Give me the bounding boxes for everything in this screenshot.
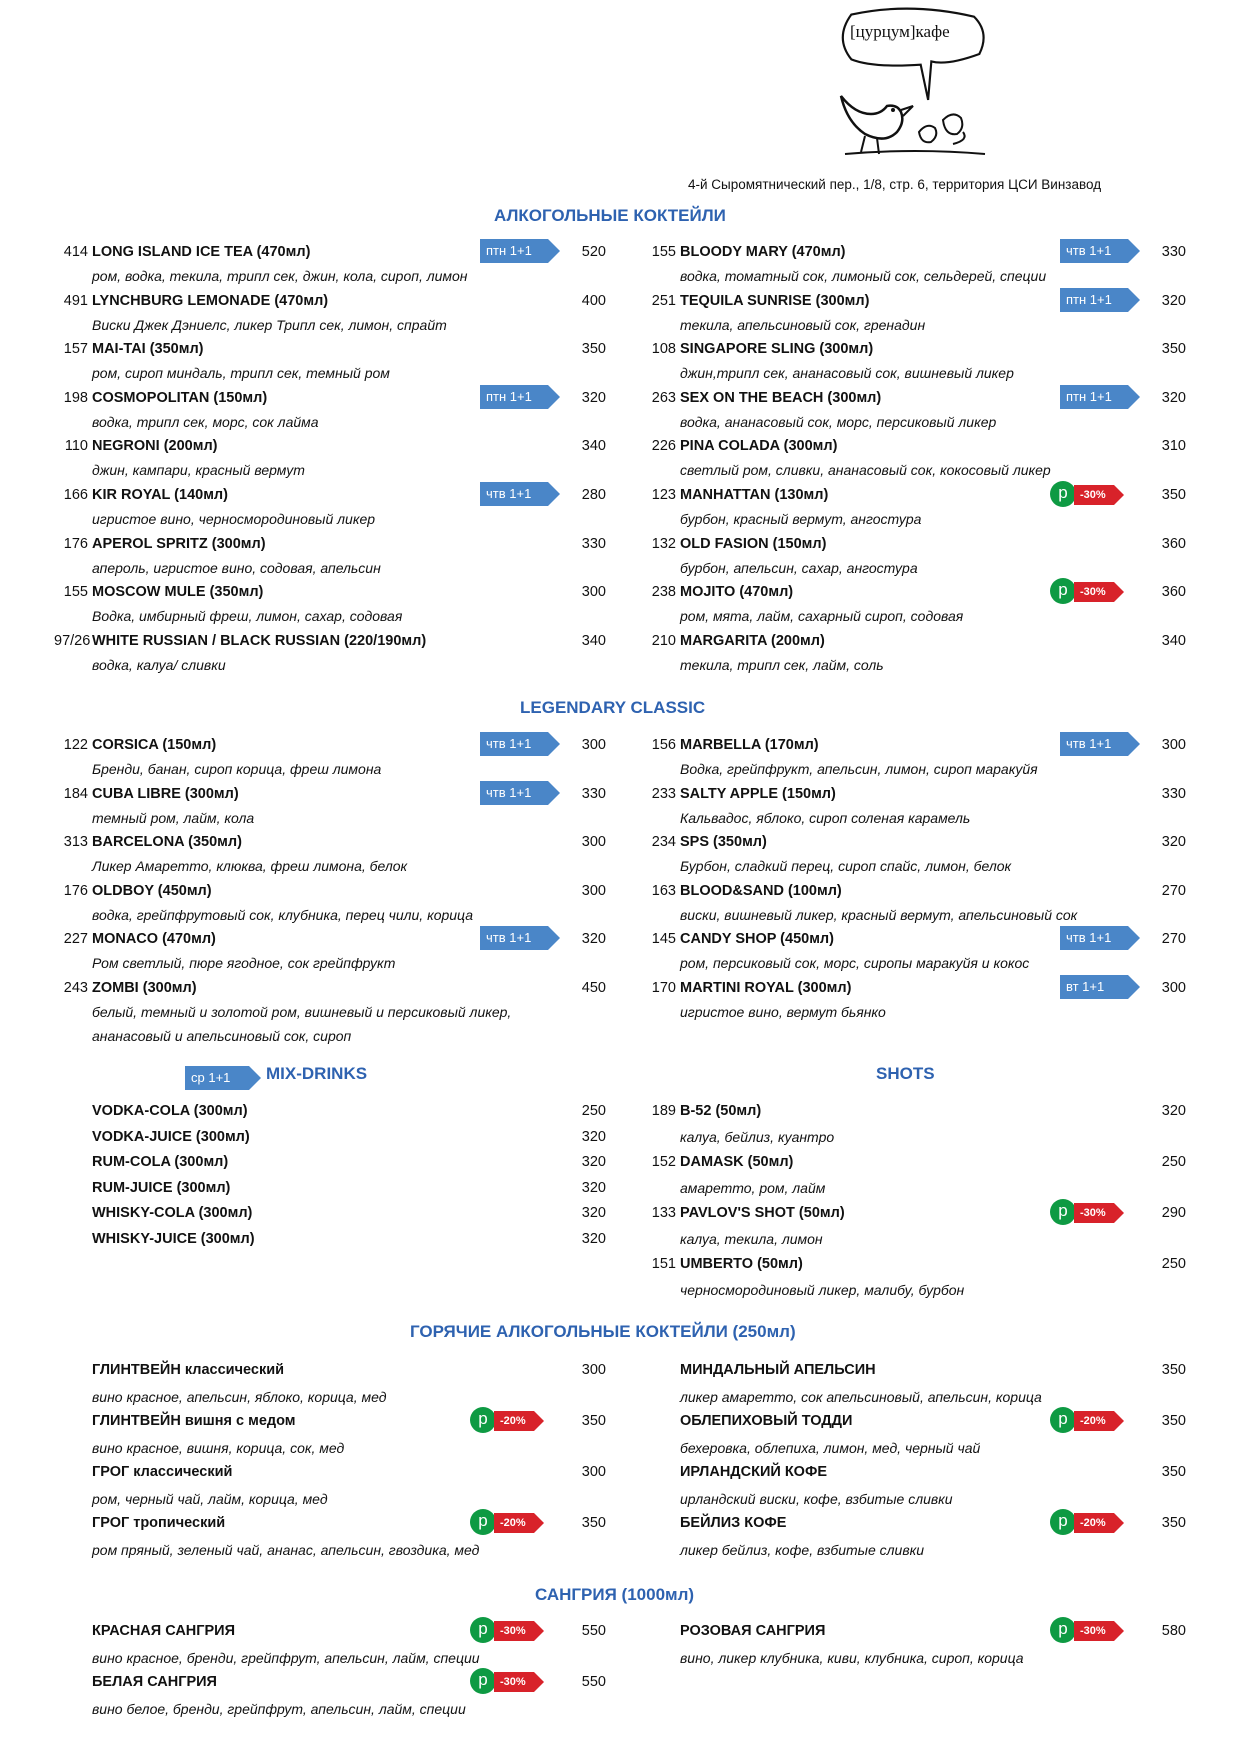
menu-item	[54, 438, 610, 482]
menu-item	[642, 1619, 1190, 1667]
item-price: 350	[581, 1515, 606, 1531]
item-number: 108	[651, 341, 676, 358]
item-description: вино красное, вишня, корица, сок, мед	[92, 1440, 345, 1456]
item-price: 300	[581, 737, 606, 753]
item-description: вино, ликер клубника, киви, клубника, сироп, корица	[680, 1650, 1024, 1666]
discount-label: -20%	[494, 1513, 534, 1533]
item-description: Бурбон, сладкий перец, сироп спайс, лимон, белок	[680, 858, 1012, 875]
menu-item	[642, 1256, 1190, 1300]
item-price: 550	[581, 1623, 606, 1639]
item-description: ликер амаретто, сок апельсиновый, апельсин, корица	[680, 1389, 1042, 1405]
item-price: 320	[1161, 292, 1186, 309]
menu-item	[54, 244, 610, 288]
item-name: БЕЙЛИЗ КОФЕ	[680, 1515, 787, 1531]
menu-item	[642, 1362, 1190, 1406]
item-price: 270	[1161, 931, 1186, 948]
item-price: 310	[1161, 438, 1186, 455]
section-title-cocktails: АЛКОГОЛЬНЫЕ КОКТЕЙЛИ	[494, 206, 726, 225]
item-name: MONACO (470мл)	[92, 931, 216, 948]
item-description: Ликер Амаретто, клюква, фреш лимона, белок	[92, 858, 408, 875]
item-name: ГЛИНТВЕЙН вишня с медом	[92, 1413, 296, 1429]
item-name: CANDY SHOP (450мл)	[680, 931, 834, 948]
promo-tag-label: чтв 1+1	[480, 926, 548, 950]
item-number: 166	[63, 487, 88, 503]
item-description: бурбон, красный вермут, ангостура	[680, 511, 922, 527]
item-name: VODKA-COLA (300мл)	[92, 1103, 248, 1119]
item-description: Ром светлый, пюре ягодное, сок грейпфрукт	[92, 955, 396, 972]
item-price: 320	[1161, 1103, 1186, 1119]
item-description: игристое вино, черносмородиновый ликер	[92, 511, 376, 527]
item-number: 251	[651, 292, 676, 309]
item-number: 151	[651, 1256, 676, 1272]
item-name: SINGAPORE SLING (300мл)	[680, 341, 874, 358]
item-number: 263	[651, 389, 676, 406]
item-name: APEROL SPRITZ (300мл)	[92, 535, 266, 552]
item-name: BLOOD&SAND (100мл)	[680, 882, 842, 899]
item-description-2: ананасовый и апельсиновый сок, сироп	[92, 1028, 352, 1044]
item-number: 132	[651, 535, 676, 552]
promo-tag-label: чтв 1+1	[1060, 239, 1128, 263]
item-description: джин,трипл сек, ананасовый сок, вишневый ликер	[680, 365, 1014, 382]
item-description: вино красное, бренди, грейпфрут, апельсин, лайм, специи	[92, 1650, 480, 1666]
menu-item	[54, 737, 610, 781]
item-price: 350	[1161, 1515, 1186, 1531]
ruble-icon: р	[1050, 1407, 1076, 1433]
ruble-icon: р	[1050, 1199, 1076, 1225]
menu-item	[642, 834, 1190, 878]
item-description: игристое вино, вермут бьянко	[680, 1004, 886, 1020]
item-number: 491	[63, 292, 88, 309]
section-title-sangria: САНГРИЯ (1000мл)	[535, 1585, 695, 1604]
item-name: PAVLOV'S SHOT (50мл)	[680, 1205, 845, 1221]
item-price: 350	[1161, 341, 1186, 358]
menu-item	[54, 390, 610, 434]
menu-item	[642, 390, 1190, 434]
discount-label: -20%	[494, 1411, 534, 1431]
item-description: белый, темный и золотой ром, вишневый и персиковый ликер,	[92, 1004, 512, 1020]
item-description: черносмородиновый ликер, малибу, бурбон	[680, 1282, 965, 1298]
section-title-shots: SHOTS	[876, 1064, 935, 1083]
menu-item	[642, 293, 1190, 337]
item-name: SALTY APPLE (150мл)	[680, 785, 836, 802]
ruble-icon: р	[470, 1617, 496, 1643]
menu-item	[642, 483, 1190, 531]
item-name: KIR ROYAL (140мл)	[92, 487, 228, 503]
item-price: 400	[581, 292, 606, 309]
item-name: ОБЛЕПИХОВЫЙ ТОДДИ	[680, 1413, 853, 1429]
item-description: ром, персиковый сок, морс, сиропы маракуйя и кокос	[680, 955, 1030, 972]
item-price: 300	[581, 584, 606, 601]
item-name: CUBA LIBRE (300мл)	[92, 785, 239, 802]
item-name: ГРОГ тропический	[92, 1515, 226, 1531]
item-price: 350	[581, 1413, 606, 1429]
promo-tag-label: чтв 1+1	[480, 732, 548, 756]
item-description: виски, вишневый ликер, красный вермут, апельсиновый сок	[680, 906, 1078, 923]
item-price: 550	[581, 1674, 606, 1690]
item-description: бехеровка, облепиха, лимон, мед, черный чай	[680, 1440, 981, 1456]
ruble-icon: р	[1050, 481, 1076, 507]
promo-tag-label: чтв 1+1	[1060, 926, 1128, 950]
item-description: амаретто, ром, лайм	[680, 1180, 826, 1196]
item-number: 176	[63, 882, 88, 899]
menu-item	[642, 737, 1190, 781]
item-number: 152	[651, 1154, 676, 1170]
item-price: 320	[581, 1128, 606, 1145]
item-number: 189	[651, 1103, 676, 1119]
item-description: ром, мята, лайм, сахарный сироп, содовая	[680, 608, 964, 625]
item-number: 227	[63, 931, 88, 948]
item-description: ликер бейлиз, кофе, взбитые сливки	[680, 1542, 925, 1558]
menu-item	[54, 931, 610, 975]
item-number: 243	[63, 980, 88, 996]
item-description: ром пряный, зеленый чай, ананас, апельсин, гвоздика, мед	[92, 1542, 480, 1558]
item-price: 320	[581, 931, 606, 948]
item-price: 330	[1161, 785, 1186, 802]
item-name: RUM-JUICE (300мл)	[92, 1179, 231, 1196]
item-name: OLD FASION (150мл)	[680, 535, 827, 552]
item-name: ГРОГ классический	[92, 1464, 233, 1480]
item-name: UMBERTO (50мл)	[680, 1256, 803, 1272]
ruble-icon: р	[470, 1407, 496, 1433]
item-name: MARTINI ROYAL (300мл)	[680, 980, 852, 996]
menu-item	[642, 786, 1190, 830]
menu-item	[642, 1201, 1190, 1249]
discount-label: -30%	[1074, 485, 1114, 505]
item-price: 360	[1161, 584, 1186, 601]
birds-drawing-icon	[835, 92, 995, 164]
item-name: TEQUILA SUNRISE (300мл)	[680, 292, 870, 309]
item-name: PINA COLADA (300мл)	[680, 438, 838, 455]
section-title-mix: MIX-DRINKS	[266, 1064, 368, 1083]
item-price: 580	[1161, 1623, 1186, 1639]
item-number: 163	[651, 882, 676, 899]
menu-item	[54, 1409, 610, 1457]
menu-item	[642, 1103, 1190, 1147]
item-name: VODKA-JUICE (300мл)	[92, 1128, 250, 1145]
item-price: 330	[1161, 244, 1186, 260]
item-price: 300	[1161, 980, 1186, 996]
menu-item	[54, 834, 610, 878]
item-price: 350	[1161, 1362, 1186, 1378]
item-price: 250	[581, 1103, 606, 1119]
item-description: текила, апельсиновый сок, гренадин	[680, 316, 926, 333]
item-description: текила, трипл сек, лайм, соль	[680, 656, 884, 673]
item-number: 414	[63, 244, 88, 260]
menu-item	[642, 1511, 1190, 1559]
item-description: калуа, текила, лимон	[680, 1231, 823, 1247]
item-description: темный ром, лайм, кола	[92, 809, 255, 826]
item-price: 520	[581, 244, 606, 260]
menu-item	[54, 1231, 610, 1275]
menu-item	[54, 293, 610, 337]
item-description: Водка, имбирный фреш, лимон, сахар, содовая	[92, 608, 403, 625]
menu-item	[54, 786, 610, 830]
item-name: OLDBOY (450мл)	[92, 882, 212, 899]
item-price: 340	[1161, 632, 1186, 649]
item-name: МИНДАЛЬНЫЙ АПЕЛЬСИН	[680, 1362, 876, 1378]
item-price: 330	[581, 785, 606, 802]
item-price: 300	[581, 882, 606, 899]
item-name: WHISKY-COLA (300мл)	[92, 1205, 253, 1221]
item-number: 313	[63, 834, 88, 851]
item-name: MAI-TAI (350мл)	[92, 341, 204, 358]
item-name: COSMOPOLITAN (150мл)	[92, 389, 268, 406]
item-description: водка, ананасовый сок, морс, персиковый ликер	[680, 413, 997, 430]
menu-item	[54, 980, 610, 1044]
item-number: 155	[63, 584, 88, 601]
menu-item	[54, 883, 610, 927]
menu-item	[54, 584, 610, 628]
item-number: 145	[651, 931, 676, 948]
item-price: 330	[581, 535, 606, 552]
section-title-hot: ГОРЯЧИЕ АЛКОГОЛЬНЫЕ КОКТЕЙЛИ (250мл)	[410, 1322, 796, 1341]
discount-label: -20%	[1074, 1513, 1114, 1533]
discount-label: -30%	[494, 1621, 534, 1641]
item-name: RUM-COLA (300мл)	[92, 1154, 229, 1170]
item-price: 360	[1161, 535, 1186, 552]
item-number: 176	[63, 535, 88, 552]
item-price: 340	[581, 438, 606, 455]
item-price: 290	[1161, 1205, 1186, 1221]
item-number: 238	[651, 584, 676, 601]
item-name: ZOMBI (300мл)	[92, 980, 197, 996]
item-number: 226	[651, 438, 676, 455]
menu-item	[54, 1362, 610, 1406]
item-number: 184	[63, 785, 88, 802]
item-description: ром, водка, текила, трипл сек, джин, кола, сироп, лимон	[92, 268, 468, 284]
item-price: 350	[1161, 487, 1186, 503]
item-price: 300	[1161, 737, 1186, 753]
logo-text: [цурцум]кафе	[850, 22, 950, 41]
item-name: WHISKY-JUICE (300мл)	[92, 1230, 255, 1247]
menu-item	[54, 1670, 610, 1718]
ruble-icon: р	[470, 1509, 496, 1535]
menu-item	[54, 1619, 610, 1667]
menu-item	[642, 633, 1190, 677]
promo-tag-label: птн 1+1	[1060, 288, 1128, 312]
item-description: Кальвадос, яблоко, сироп соленая карамель	[680, 809, 971, 826]
item-name: КРАСНАЯ САНГРИЯ	[92, 1623, 236, 1639]
section-title-legendary: LEGENDARY CLASSIC	[520, 698, 706, 717]
item-price: 450	[581, 980, 606, 996]
item-name: WHITE RUSSIAN / BLACK RUSSIAN (220/190мл)	[92, 632, 427, 649]
item-name: BARCELONA (350мл)	[92, 834, 242, 851]
item-name: MOJITO (470мл)	[680, 584, 794, 601]
promo-tag-label: чтв 1+1	[1060, 732, 1128, 756]
item-description: Виски Джек Дэниелс, ликер Трипл сек, лимон, спрайт	[92, 316, 447, 333]
item-price: 300	[581, 1362, 606, 1378]
item-description: апероль, игристое вино, содовая, апельсин	[92, 559, 381, 576]
item-price: 350	[1161, 1413, 1186, 1429]
menu-item	[642, 1464, 1190, 1508]
item-description: ром, сироп миндаль, трипл сек, темный ром	[92, 365, 390, 382]
item-name: БЕЛАЯ САНГРИЯ	[92, 1674, 217, 1690]
discount-label: -30%	[1074, 582, 1114, 602]
discount-label: -30%	[1074, 1203, 1114, 1223]
menu-item	[54, 487, 610, 531]
item-number: 210	[651, 632, 676, 649]
promo-tag-label: чтв 1+1	[480, 781, 548, 805]
item-number: 97/26	[54, 632, 91, 649]
ruble-icon: р	[1050, 1509, 1076, 1535]
item-number: 198	[63, 389, 88, 406]
item-number: 156	[651, 737, 676, 753]
item-price: 320	[1161, 834, 1186, 851]
address: 4-й Сыромятнический пер., 1/8, стр. 6, территория ЦСИ Винзавод	[688, 177, 1102, 192]
item-name: MARBELLA (170мл)	[680, 737, 819, 753]
item-number: 110	[64, 438, 88, 455]
item-price: 270	[1161, 882, 1186, 899]
promo-tag-label: птн 1+1	[480, 385, 548, 409]
item-number: 133	[651, 1205, 676, 1221]
discount-label: -20%	[1074, 1411, 1114, 1431]
discount-label: -30%	[494, 1672, 534, 1692]
promo-tag-label: птн 1+1	[1060, 385, 1128, 409]
item-number: 234	[651, 834, 676, 851]
item-name: ИРЛАНДСКИЙ КОФЕ	[680, 1464, 827, 1480]
item-description: джин, кампари, красный вермут	[92, 462, 305, 479]
item-price: 280	[581, 487, 606, 503]
item-number: 155	[651, 244, 676, 260]
discount-label: -30%	[1074, 1621, 1114, 1641]
item-number: 122	[63, 737, 88, 753]
item-name: CORSICA (150мл)	[92, 737, 217, 753]
item-description: Бренди, банан, сироп корица, фреш лимона	[92, 761, 382, 777]
item-number: 157	[63, 341, 88, 358]
item-price: 300	[581, 1464, 606, 1480]
item-price: 350	[581, 341, 606, 358]
item-price: 320	[581, 389, 606, 406]
item-name: DAMASK (50мл)	[680, 1154, 794, 1170]
item-price: 340	[581, 632, 606, 649]
menu-item	[642, 980, 1190, 1024]
menu-item	[642, 1154, 1190, 1198]
item-description: водка, калуа/ сливки	[92, 656, 226, 673]
ruble-icon: р	[470, 1668, 496, 1694]
item-name: MARGARITA (200мл)	[680, 632, 825, 649]
menu-item	[642, 244, 1190, 288]
menu-item	[54, 341, 610, 385]
item-price: 320	[581, 1179, 606, 1196]
item-name: MANHATTAN (130мл)	[680, 487, 829, 503]
speech-bubble-icon	[830, 6, 990, 102]
item-price: 250	[1161, 1154, 1186, 1170]
item-price: 300	[581, 834, 606, 851]
item-name: BLOODY MARY (470мл)	[680, 244, 846, 260]
promo-tag-label: птн 1+1	[480, 239, 548, 263]
menu-item	[642, 580, 1190, 628]
item-price: 320	[581, 1205, 606, 1221]
item-number: 123	[651, 487, 676, 503]
item-price: 350	[1161, 1464, 1186, 1480]
item-description: вино белое, бренди, грейпфрут, апельсин, лайм, специи	[92, 1701, 466, 1717]
item-description: бурбон, апельсин, сахар, ангостура	[680, 559, 918, 576]
item-price: 250	[1161, 1256, 1186, 1272]
item-price: 320	[581, 1154, 606, 1170]
item-description: Водка, грейпфрукт, апельсин, лимон, сироп маракуйя	[680, 761, 1038, 777]
menu-item	[642, 438, 1190, 482]
menu-item	[54, 1511, 610, 1559]
item-name: NEGRONI (200мл)	[92, 438, 218, 455]
ruble-icon: р	[1050, 1617, 1076, 1643]
item-price: 320	[581, 1230, 606, 1247]
menu-item	[642, 341, 1190, 385]
item-description: ирландский виски, кофе, взбитые сливки	[680, 1491, 953, 1507]
item-description: водка, томатный сок, лимоный сок, сельдерей, специи	[680, 268, 1047, 284]
menu-item	[642, 931, 1190, 975]
item-name: РОЗОВАЯ САНГРИЯ	[680, 1623, 826, 1639]
menu-item	[642, 1409, 1190, 1457]
item-description: водка, грейпфрутовый сок, клубника, перец чили, корица	[92, 906, 474, 923]
item-name: LONG ISLAND ICE TEA (470мл)	[92, 244, 311, 260]
item-description: калуа, бейлиз, куантро	[680, 1129, 835, 1145]
item-name: LYNCHBURG LEMONADE (470мл)	[92, 292, 329, 309]
item-name: MOSCOW MULE (350мл)	[92, 584, 264, 601]
menu-item	[54, 536, 610, 580]
promo-tag-label: чтв 1+1	[480, 482, 548, 506]
menu-item	[54, 1464, 610, 1508]
item-description: ром, черный чай, лайм, корица, мед	[92, 1491, 328, 1507]
item-name: ГЛИНТВЕЙН классический	[92, 1362, 285, 1378]
item-price: 320	[1161, 389, 1186, 406]
item-name: SEX ON THE BEACH (300мл)	[680, 389, 882, 406]
item-description: светлый ром, сливки, ананасовый сок, кокосовый ликер	[680, 462, 1051, 479]
item-number: 170	[651, 980, 676, 996]
item-number: 233	[651, 785, 676, 802]
item-name: SPS (350мл)	[680, 834, 767, 851]
menu-item	[54, 633, 610, 677]
item-description: вино красное, апельсин, яблоко, корица, мед	[92, 1389, 387, 1405]
promo-tag-label: вт 1+1	[1060, 975, 1128, 999]
menu-item	[642, 536, 1190, 580]
item-description: водка, трипл сек, морс, сок лайма	[92, 413, 319, 430]
menu-item	[642, 883, 1190, 927]
item-name: B-52 (50мл)	[680, 1103, 762, 1119]
ruble-icon: р	[1050, 578, 1076, 604]
